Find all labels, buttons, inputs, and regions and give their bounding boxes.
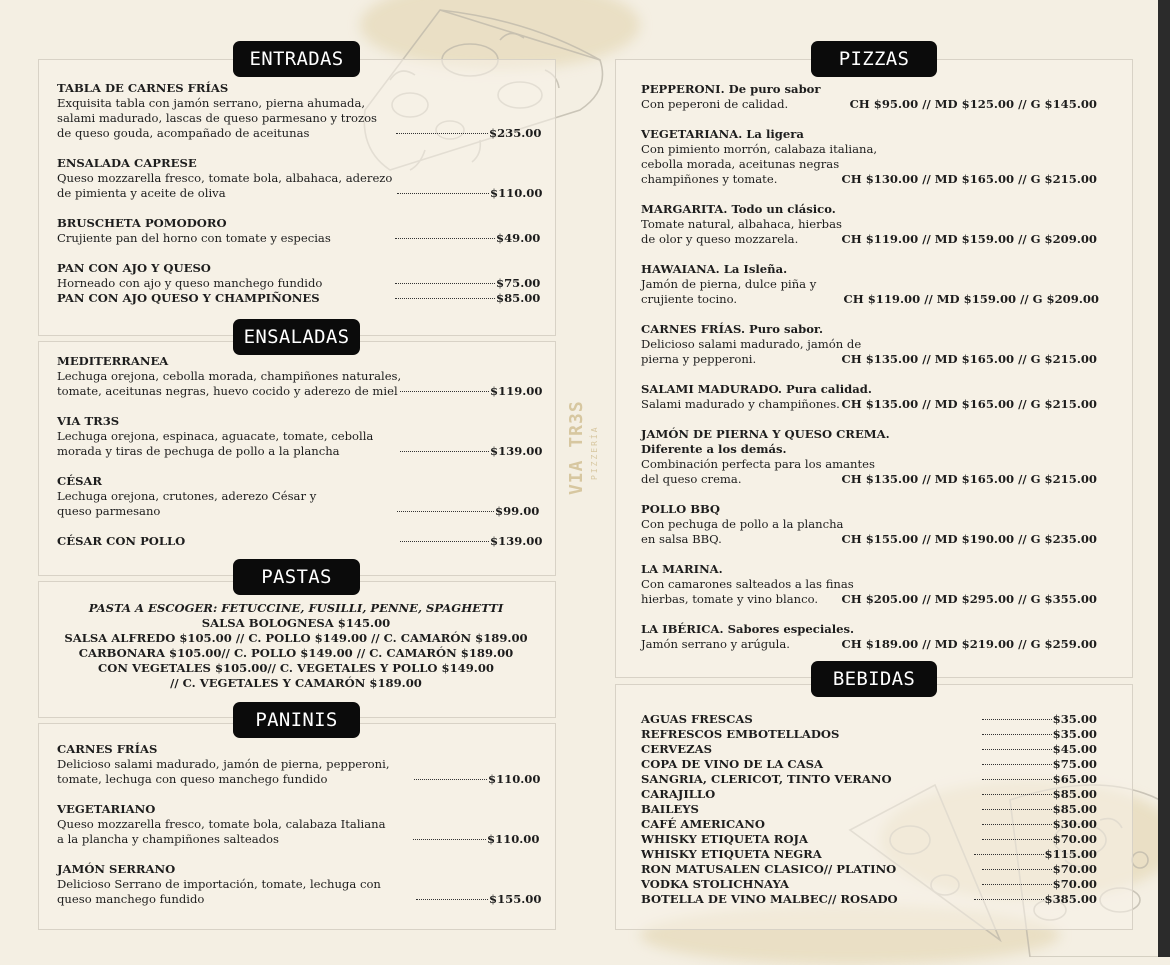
pizza-price: CH $135.00 // MD $165.00 // G $215.00 (841, 472, 1097, 486)
pizza-price: CH $119.00 // MD $159.00 // G $209.00 (843, 292, 1099, 306)
item-description: de pimienta y aceite de oliva (57, 186, 226, 200)
pizza-description: Jamón de pierna, dulce piña y (641, 277, 817, 291)
drink-price: $35.00 (1052, 727, 1097, 741)
price-leader (396, 126, 541, 141)
drink-price: $385.00 (1044, 892, 1097, 906)
item-description: Delicioso salami madurado, jamón de pierna, pepperoni, (57, 757, 390, 771)
drink-price: $30.00 (1052, 817, 1097, 831)
page-edge (1158, 0, 1170, 957)
pizza-description: Con camarones salteados a las finas (641, 577, 854, 591)
drink-name: AGUAS FRESCAS (641, 712, 753, 726)
price-leader (982, 727, 1097, 742)
pizzas-heading: PIZZAS (811, 41, 937, 77)
item-price: $110.00 (487, 832, 540, 846)
item-name: MEDITERRANEA (57, 354, 169, 368)
item-description: tomate, lechuga con queso manchego fundido (57, 772, 328, 786)
price-leader (982, 802, 1097, 817)
item-description: Lechuga orejona, espinaca, aguacate, tomate, cebolla (57, 429, 374, 443)
price-leader (397, 504, 539, 519)
item-description: morada y tiras de pechuga de pollo a la plancha (57, 444, 340, 458)
pizza-description: Con peperoni de calidad. (641, 97, 789, 111)
price-leader (982, 742, 1097, 757)
price-leader (982, 877, 1097, 892)
price-leader (400, 384, 542, 399)
price-leader (982, 832, 1097, 847)
paninis-heading: PANINIS (233, 702, 360, 738)
drink-price: $115.00 (1044, 847, 1097, 861)
pasta-line: // C. VEGETALES Y CAMARÓN $189.00 (170, 676, 422, 690)
drink-name: SANGRIA, CLERICOT, TINTO VERANO (641, 772, 892, 786)
drink-name: REFRESCOS EMBOTELLADOS (641, 727, 840, 741)
price-leader (982, 772, 1097, 787)
pasta-line: CON VEGETALES $105.00// C. VEGETALES Y POLLO $149.00 (98, 661, 494, 675)
entradas-heading: ENTRADAS (233, 41, 360, 77)
ensaladas-heading: ENSALADAS (233, 319, 360, 355)
pizza-price: CH $135.00 // MD $165.00 // G $215.00 (841, 397, 1097, 411)
item-name: VEGETARIANO (57, 802, 156, 816)
drink-price: $45.00 (1052, 742, 1097, 756)
item-name: CARNES FRÍAS (57, 742, 158, 756)
pizza-name: MARGARITA. Todo un clásico. (641, 202, 836, 216)
brand-logo: VIA TR3S (566, 400, 587, 495)
pasta-line: SALSA BOLOGNESA $145.00 (201, 616, 391, 630)
pizza-tagline: Diferente a los demás. (641, 442, 787, 456)
pizza-name: POLLO BBQ (641, 502, 720, 516)
price-leader (982, 862, 1097, 877)
pizza-description: Salami madurado y champiñones. (641, 397, 840, 411)
pizza-price: CH $189.00 // MD $219.00 // G $259.00 (841, 637, 1097, 651)
drink-name: BAILEYS (641, 802, 699, 816)
price-leader (413, 832, 539, 847)
item-description: tomate, aceitunas negras, huevo cocido y aderezo de miel (57, 384, 398, 398)
pizza-description: champiñones y tomate. (641, 172, 778, 186)
item-price: $139.00 (490, 444, 543, 458)
pizza-price: CH $155.00 // MD $190.00 // G $235.00 (841, 532, 1097, 546)
pizza-name: JAMÓN DE PIERNA Y QUESO CREMA. (641, 427, 890, 441)
price-leader (414, 772, 540, 787)
drink-name: COPA DE VINO DE LA CASA (641, 757, 824, 771)
pizza-name: VEGETARIANA. La ligera (641, 127, 804, 141)
item-description: Delicioso Serrano de importación, tomate, lechuga con (57, 877, 381, 891)
pizza-description: Con pechuga de pollo a la plancha (641, 517, 844, 531)
brand-subtitle: PIZZERÍA (590, 425, 599, 480)
drink-name: CARAJILLO (641, 787, 716, 801)
price-leader (974, 892, 1097, 907)
price-leader (974, 847, 1097, 862)
pizza-description: Combinación perfecta para los amantes (641, 457, 875, 471)
price-leader (982, 787, 1097, 802)
drink-name: CERVEZAS (641, 742, 712, 756)
item-price: $110.00 (490, 186, 543, 200)
price-leader (395, 291, 540, 306)
price-leader (982, 712, 1097, 727)
item-description: Lechuga orejona, crutones, aderezo César y (57, 489, 317, 503)
pizza-description: cebolla morada, aceitunas negras (641, 157, 840, 171)
item-name: TABLA DE CARNES FRÍAS (57, 81, 229, 95)
item-name: JAMÓN SERRANO (57, 862, 176, 876)
item-price: $110.00 (488, 772, 541, 786)
item-description: queso parmesano (57, 504, 161, 518)
pizza-description: Con pimiento morrón, calabaza italiana, (641, 142, 878, 156)
price-leader (400, 534, 542, 549)
item-name: CÉSAR (57, 474, 103, 488)
pizza-price: CH $95.00 // MD $125.00 // G $145.00 (849, 97, 1097, 111)
item-description: queso manchego fundido (57, 892, 205, 906)
price-leader (395, 276, 540, 291)
drink-price: $70.00 (1052, 832, 1097, 846)
item-price: $99.00 (495, 504, 540, 518)
pasta-line: SALSA ALFREDO $105.00 // C. POLLO $149.00 // C. CAMARÓN $189.00 (64, 631, 528, 645)
pizza-description: hierbas, tomate y vino blanco. (641, 592, 819, 606)
pizza-description: Tomate natural, albahaca, hierbas (641, 217, 842, 231)
item-price: $85.00 (496, 291, 541, 305)
item-price: $155.00 (489, 892, 542, 906)
item-description: de queso gouda, acompañado de aceitunas (57, 126, 310, 140)
pizza-description: Jamón serrano y arúgula. (641, 637, 790, 651)
price-leader (397, 186, 542, 201)
pizza-name: CARNES FRÍAS. Puro sabor. (641, 322, 824, 336)
pizza-name: LA IBÉRICA. Sabores especiales. (641, 622, 855, 636)
pizza-description: de olor y queso mozzarela. (641, 232, 799, 246)
pizza-description: Delicioso salami madurado, jamón de (641, 337, 862, 351)
pizza-description: crujiente tocino. (641, 292, 738, 306)
drink-name: CAFÉ AMERICANO (641, 817, 765, 831)
item-name: PAN CON AJO Y QUESO (57, 261, 211, 275)
item-description: Horneado con ajo y queso manchego fundido (57, 276, 323, 290)
item-description: Lechuga orejona, cebolla morada, champiñones naturales, (57, 369, 402, 383)
item-price: $119.00 (490, 384, 543, 398)
price-leader (416, 892, 541, 907)
item-price: $139.00 (490, 534, 543, 548)
pizza-description: en salsa BBQ. (641, 532, 722, 546)
item-description: Exquisita tabla con jamón serrano, pierna ahumada, (57, 96, 366, 110)
drink-price: $85.00 (1052, 802, 1097, 816)
pizza-description: pierna y pepperoni. (641, 352, 757, 366)
drink-name: BOTELLA DE VINO MALBEC// ROSADO (641, 892, 898, 906)
pasta-options: PASTA A ESCOGER: FETUCCINE, FUSILLI, PENNE, SPAGHETTI (88, 601, 504, 615)
item-price: $75.00 (496, 276, 541, 290)
pastas-heading: PASTAS (233, 559, 360, 595)
pizza-price: CH $205.00 // MD $295.00 // G $355.00 (841, 592, 1097, 606)
item-description: Queso mozzarella fresco, tomate bola, albahaca, aderezo (57, 171, 393, 185)
pizza-price: CH $119.00 // MD $159.00 // G $209.00 (841, 232, 1097, 246)
item-price: $49.00 (496, 231, 541, 245)
pizza-name: SALAMI MADURADO. Pura calidad. (641, 382, 872, 396)
drink-price: $85.00 (1052, 787, 1097, 801)
pizza-name: LA MARINA. (641, 562, 723, 576)
item-name: PAN CON AJO QUESO Y CHAMPIÑONES (57, 291, 320, 305)
pasta-line: CARBONARA $105.00// C. POLLO $149.00 // C. CAMARÓN $189.00 (78, 646, 514, 660)
price-leader (400, 444, 542, 459)
pizza-name: PEPPERONI. De puro sabor (641, 82, 821, 96)
drink-price: $65.00 (1052, 772, 1097, 786)
bebidas-heading: BEBIDAS (811, 661, 937, 697)
item-name: CÉSAR CON POLLO (57, 534, 186, 548)
item-price: $235.00 (489, 126, 542, 140)
drink-price: $70.00 (1052, 862, 1097, 876)
pizza-price: CH $135.00 // MD $165.00 // G $215.00 (841, 352, 1097, 366)
price-leader (982, 757, 1097, 772)
item-description: salami madurado, lascas de queso parmesano y trozos (57, 111, 378, 125)
drink-name: VODKA STOLICHNAYA (641, 877, 789, 891)
drink-name: WHISKY ETIQUETA ROJA (641, 832, 809, 846)
pizza-description: del queso crema. (641, 472, 742, 486)
pizza-name: HAWAIANA. La Isleña. (641, 262, 788, 276)
item-description: Queso mozzarella fresco, tomate bola, calabaza Italiana (57, 817, 386, 831)
pizza-price: CH $130.00 // MD $165.00 // G $215.00 (841, 172, 1097, 186)
drink-price: $75.00 (1052, 757, 1097, 771)
item-description: a la plancha y champiñones salteados (57, 832, 279, 846)
item-name: ENSALADA CAPRESE (57, 156, 197, 170)
drink-price: $35.00 (1052, 712, 1097, 726)
drink-name: RON MATUSALEN CLASICO// PLATINO (641, 862, 897, 876)
price-leader (982, 817, 1097, 832)
drink-price: $70.00 (1052, 877, 1097, 891)
item-name: BRUSCHETA POMODORO (57, 216, 227, 230)
drink-name: WHISKY ETIQUETA NEGRA (641, 847, 822, 861)
item-description: Crujiente pan del horno con tomate y especias (57, 231, 331, 245)
item-name: VIA TR3S (57, 414, 120, 428)
price-leader (395, 231, 540, 246)
